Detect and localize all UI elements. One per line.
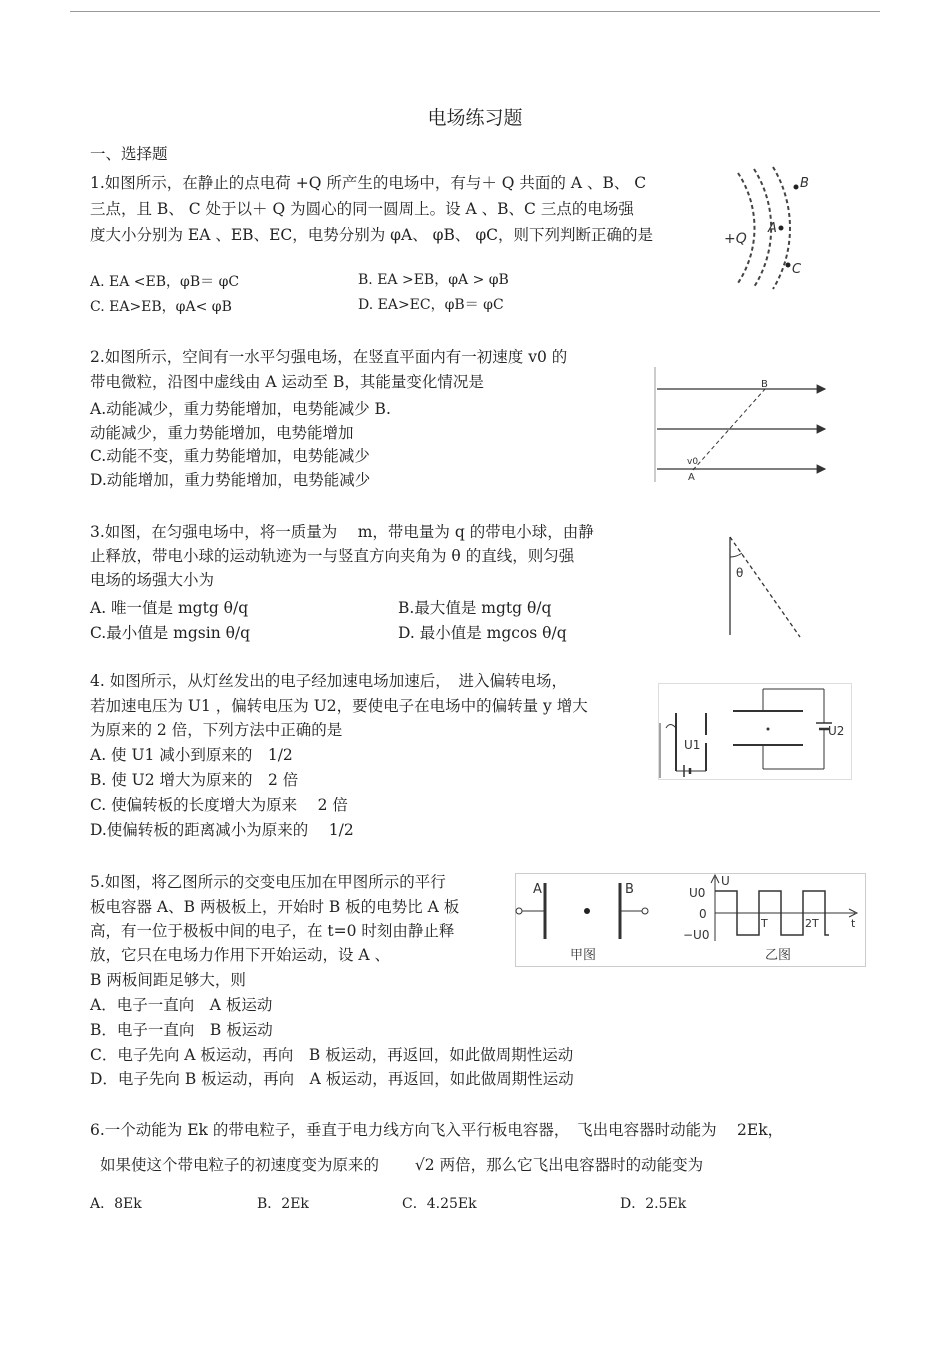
q5-fig-yi: 乙图	[765, 948, 792, 963]
q1-option-c: C. EA>EB，φA< φB	[90, 299, 232, 315]
q1-option-b: B. EA >EB，φA > φB	[358, 272, 509, 288]
q3-line-3: 电场的场强大小为	[90, 571, 215, 589]
q5-fig-u: U	[721, 874, 730, 888]
q2-line-2: 带电微粒，沿图中虚线由 A 运动至 B，其能量变化情况是	[90, 373, 484, 391]
q1-line-3: 度大小分别为 EA 、EB、EC，电势分别为 φA、 φB、 φC，则下列判断正确的是	[90, 226, 654, 244]
q3-figure	[722, 535, 807, 640]
q3-option-b: B.最大值是 mgtg θ/q	[398, 599, 552, 617]
q5-line-3: 高，有一位于极板中间的电子，在 t=0 时刻由静止释	[90, 922, 455, 940]
q1-option-a: A. EA <EB，φB＝ φC	[90, 274, 240, 290]
q4-figure	[658, 683, 853, 781]
q3-line-1: 3.如图，在匀强电场中，将一质量为 m，带电量为 q 的带电小球，由静	[90, 523, 594, 541]
q2-option-a: A.动能减少，重力势能增加，电势能减少 B.	[90, 400, 391, 418]
q5-line-2: 板电容器 A、B 两极板上，开始时 B 板的电势比 A 板	[90, 898, 460, 916]
top-rule	[70, 11, 880, 12]
q5-fig-2t: 2T	[805, 917, 819, 930]
q2-option-c: C.动能不变，重力势能增加，电势能减少	[90, 447, 370, 465]
q2-fig-a: A	[688, 472, 695, 483]
q5-fig-u0: U0	[689, 886, 706, 900]
q1-fig-a: A	[768, 221, 777, 236]
q6-option-b: B．2Ek	[257, 1196, 309, 1212]
q5-option-c: C．电子先向 A 板运动，再向 B 板运动，再返回，如此做周期性运动	[90, 1046, 574, 1064]
q1-option-d: D. EA>EC，φB＝ φC	[358, 297, 504, 313]
q5-fig-b: B	[625, 882, 634, 897]
q1-fig-q: +Q	[724, 231, 747, 247]
section-heading: 一、选择题	[90, 145, 168, 163]
q5-fig-t-axis: t	[851, 917, 856, 930]
q6-option-a: A．8Ek	[90, 1196, 142, 1212]
q2-option-d: D.动能增加，重力势能增加，电势能减少	[90, 471, 371, 489]
q5-option-d: D．电子先向 B 板运动，再向 A 板运动，再返回，如此做周期性运动	[90, 1070, 574, 1088]
q5-fig-zero: 0	[699, 907, 707, 921]
q1-line-1: 1.如图所示，在静止的点电荷 +Q 所产生的电场中，有与＋ Q 共面的 A 、B、 C	[90, 174, 647, 192]
q3-fig-theta: θ	[736, 566, 744, 580]
q5-line-5: B 两板间距足够大，则	[90, 971, 246, 989]
q5-fig-jia: 甲图	[570, 948, 597, 963]
q2-figure	[655, 367, 830, 482]
q2-line-1: 2.如图所示，空间有一水平匀强电场，在竖直平面内有一初速度 v0 的	[90, 348, 568, 366]
page-title: 电场练习题	[427, 107, 523, 129]
q5-line-4: 放，它只在电场力作用下开始运动，设 A 、	[90, 946, 391, 964]
q4-option-c: C. 使偏转板的长度增大为原来 2 倍	[90, 796, 348, 814]
q4-line-2: 若加速电压为 U1 ，偏转电压为 U2，要使电子在电场中的偏转量 y 增大	[90, 697, 588, 715]
q3-option-d: D. 最小值是 mgcos θ/q	[398, 624, 567, 642]
q6-option-c: C．4.25Ek	[402, 1196, 477, 1212]
q6-line-2: 如果使这个带电粒子的初速度变为原来的 √2 两倍，那么它飞出电容器时的动能变为	[100, 1156, 704, 1174]
q3-option-c: C.最小值是 mgsin θ/q	[90, 624, 251, 642]
q1-figure	[718, 165, 822, 290]
q1-fig-b: B	[800, 176, 809, 191]
q3-option-a: A. 唯一值是 mgtg θ/q	[90, 599, 249, 617]
q4-option-a: A. 使 U1 减小到原来的 1/2	[90, 746, 293, 764]
q4-fig-u2: U2	[828, 724, 845, 738]
q6-line-1: 6.一个动能为 Ek 的带电粒子，垂直于电力线方向飞入平行板电容器， 飞出电容器时动能为 2Ek，	[90, 1121, 784, 1139]
q4-line-1: 4. 如图所示，从灯丝发出的电子经加速电场加速后， 进入偏转电场，	[90, 672, 567, 690]
q3-line-2: 止释放，带电小球的运动轨迹为一与竖直方向夹角为 θ 的直线，则匀强	[90, 547, 575, 565]
q1-line-2: 三点，且 B、 C 处于以＋ Q 为圆心的同一圆周上。设 A 、B、C 三点的电场强	[90, 200, 634, 218]
q5-figure	[515, 873, 867, 968]
q4-option-d: D.使偏转板的距离减小为原来的 1/2	[90, 821, 354, 839]
q2-fig-v0: v0	[687, 457, 699, 467]
q5-fig-neg-u0: −U0	[683, 928, 710, 942]
q5-option-b: B．电子一直向 B 板运动	[90, 1021, 273, 1039]
q2-option-b: 动能减少，重力势能增加，电势能增加	[90, 424, 354, 442]
q5-option-a: A．电子一直向 A 板运动	[90, 996, 273, 1014]
q4-fig-u1: U1	[684, 738, 701, 752]
q4-line-3: 为原来的 2 倍，下列方法中正确的是	[90, 721, 343, 739]
q5-fig-t: T	[761, 917, 768, 930]
q6-option-d: D．2.5Ek	[620, 1196, 687, 1212]
q5-line-1: 5.如图，将乙图所示的交变电压加在甲图所示的平行	[90, 873, 446, 891]
q4-option-b: B. 使 U2 增大为原来的 2 倍	[90, 771, 299, 789]
q2-fig-b: B	[761, 379, 768, 390]
q5-fig-a: A	[533, 882, 542, 897]
q1-fig-c: C	[792, 262, 802, 277]
